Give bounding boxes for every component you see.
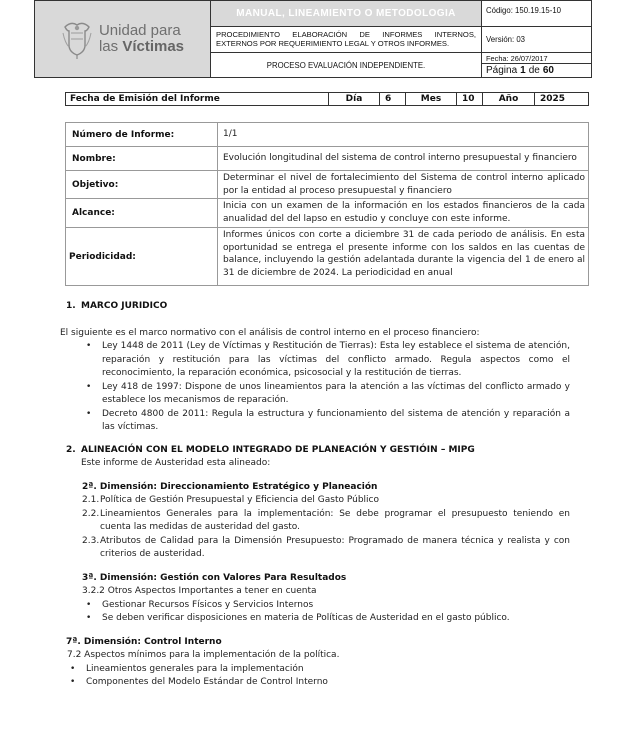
list-item: • Ley 418 de 1997: Dispone de unos lineamientos para la atención a las víctimas del conflicto armado y establece los mecanismos de reparación. <box>86 381 570 408</box>
table-row <box>66 228 588 285</box>
name-label: Nombre: <box>66 147 218 170</box>
procedure-name: PROCEDIMIENTO ELABORACIÓN DE INFORMES INTERNOS, EXTERNOS POR REQUERIMIENTO LEGAL Y OTROS INFORMES. <box>211 27 481 53</box>
dimension-3-title: 3ª. Dimensión: Gestión con Valores Para Resultados <box>82 572 347 583</box>
dimension-3-list <box>86 599 570 626</box>
list-item: 2.1. Política de Gestión Presupuestal y Eficiencia del Gasto Público <box>82 495 380 505</box>
table-row <box>66 199 588 228</box>
number-label: Número de Informe: <box>66 123 218 146</box>
dimension-7 <box>66 636 570 690</box>
table-row <box>66 171 588 199</box>
emission-label: Fecha de Emisión del Informe <box>66 93 329 105</box>
objective-label: Objetivo: <box>66 171 218 198</box>
year-value: 2025 <box>540 94 566 104</box>
list-item: 2.2. Lineamientos Generales para la implementación: Se debe programar el presupuesto teniendo en cuenta las medidas de austeridad del gasto. <box>82 508 570 532</box>
dimension-2-list <box>82 494 570 562</box>
name-value: Evolución longitudinal del sistema de control interno presupuestal y financiero <box>223 153 577 164</box>
table-row <box>66 123 588 147</box>
section-2-intro: Este informe de Austeridad esta alineado: <box>81 458 271 468</box>
section-1-heading: 1. MARCO JURIDICO <box>66 301 168 311</box>
document-version: Versión: 03 <box>482 27 591 53</box>
list-item: • Lineamientos generales para la implementación <box>70 663 570 677</box>
list-item: • Decreto 4800 de 2011: Regula la estructura y funcionamiento del sistema de atención y reparación a las víctimas. <box>86 408 570 435</box>
dimension-7-subtitle: 7.2 Aspectos mínimos para la implementación de la política. <box>67 650 340 660</box>
list-item: • Se deben verificar disposiciones en materia de Políticas de Austeridad en el gasto público. <box>86 612 570 626</box>
year-label: Año <box>483 93 535 105</box>
header-meta <box>482 1 591 77</box>
list-item: • Componentes del Modelo Estándar de Control Interno <box>70 676 570 690</box>
document-date: Fecha: 26/07/2017 <box>482 53 591 64</box>
list-item: • Ley 1448 de 2011 (Ley de Víctimas y Restitución de Tierras): Esta ley establece el sistema de atención, reparación y restitución para las víctimas del conflicto armado. Regula aspectos como el reconocimiento, la reparación económica, psicosocial y la restitución de tierras. <box>86 340 570 381</box>
legal-framework-list <box>86 340 570 435</box>
month-value: 10 <box>457 93 483 105</box>
section-2-heading: 2. ALINEACIÓN CON EL MODELO INTEGRADO DE PLANEACIÓN Y GESTIÓIN – MIPG <box>66 444 475 455</box>
month-label: Mes <box>406 93 457 105</box>
scope-label: Alcance: <box>66 199 218 227</box>
logo-text: Unidad para las Víctimas <box>98 22 185 55</box>
number-value: 1/1 <box>223 129 238 140</box>
list-item: • Gestionar Recursos Físicos y Servicios Internos <box>86 599 570 613</box>
emission-date-table <box>65 92 589 106</box>
dimension-2 <box>82 481 570 562</box>
table-row <box>66 147 588 171</box>
logo <box>35 1 211 77</box>
scope-value: Inicia con un examen de la información en los estados financieros de la cada anualidad del del lapso en estudio y concluye con este informe. <box>223 201 585 224</box>
list-item: 2.3. Atributos de Calidad para la Dimensión Presupuesto: Programado de manera técnica y realista y con criterios de austeridad. <box>82 535 570 559</box>
periodicity-label: Periodicidad: <box>66 228 218 285</box>
section-1-intro: El siguiente es el marco normativo con el análisis de control interno en el proceso financiero: <box>60 327 480 338</box>
document-code: Código: 150.19.15-10 <box>482 1 591 27</box>
document-header <box>34 0 592 78</box>
document-type: MANUAL, LINEAMIENTO O METODOLOGIA <box>211 1 481 27</box>
dimension-3-subtitle: 3.2.2 Otros Aspectos Importantes a tener en cuenta <box>82 586 317 596</box>
day-label: Día <box>329 93 380 105</box>
document-body <box>60 300 570 690</box>
periodicity-value: Informes únicos con corte a diciembre 31 de cada periodo de análisis. En esta oportunidad se entrega el presente informe con los saldos en las cuentas de balance, incluyendo la gestión adelantada durante la vigencia del 1 de enero al 31 de diciembre de 2024. La periodicidad en anual <box>223 230 585 278</box>
objective-value: Determinar el nivel de fortalecimiento del Sistema de control interno aplicado por la entidad al proceso presupuestal y financiero <box>223 173 585 196</box>
page-number: Página 1 de 60 <box>486 65 554 76</box>
report-info-table <box>65 122 589 286</box>
dimension-7-title: 7ª. Dimensión: Control Interno <box>66 636 222 647</box>
header-middle <box>211 1 482 77</box>
process-name: PROCESO EVALUACIÓN INDEPENDIENTE. <box>266 60 426 70</box>
colombia-crest-icon <box>61 19 93 59</box>
day-value: 6 <box>380 93 406 105</box>
dimension-7-list <box>70 663 570 690</box>
dimension-3 <box>82 572 570 626</box>
dimension-2-title: 2ª. Dimensión: Direccionamiento Estratégico y Planeación <box>82 481 378 492</box>
